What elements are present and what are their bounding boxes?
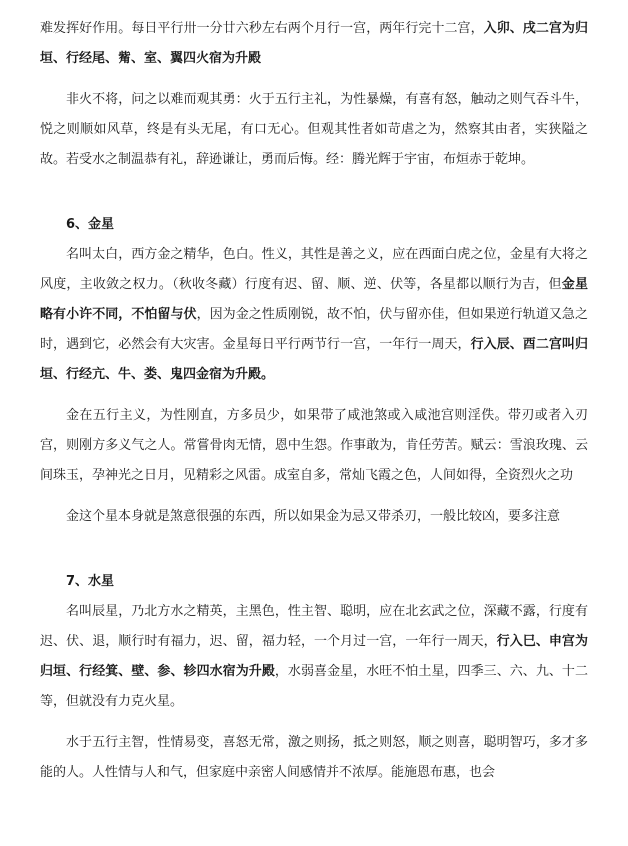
fire-paragraph-continued (40, 14, 588, 74)
fire-paragraph-nature: 非火不将，问之以难而观其勇：火于五行主礼，为性暴燥，有喜有怒，触动之则气吞斗牛，悦之则顺如风草，终是有头无尾，有口无心。但观其性者如苛虐之为，然察其由者，实狭隘之故。若受水之制温恭有礼，辞逊谦让，勇而后悔。经：腾光辉于宇宙，布烜赤于乾坤。 (40, 92, 588, 167)
section-spacer (40, 186, 588, 210)
section-spacer (40, 543, 588, 567)
metal-paragraph-note: 金这个星本身就是煞意很强的东西，所以如果金为忌又带杀刃，一般比较凶，要多注意 (66, 509, 561, 524)
metal-paragraph-intro (40, 240, 588, 390)
metal-text-bold-2: 行入辰、酉二宫叫归垣、行经亢、牛、娄、鬼四金宿为升殿。 (40, 337, 588, 382)
metal-text-bold-1: 金星略有小许不同，不怕留与伏 (40, 277, 588, 322)
metal-text-plain-2: ，因为金之性质刚锐，故不怕，伏与留亦佳，但如果逆行轨道又急之时，遇到它，必然会有大灾害。金星每日平行两节行一宫，一年行一周天， (40, 307, 588, 352)
water-star-heading: 7、水星 (66, 574, 115, 589)
metal-paragraph-nature: 金在五行主义，为性刚直，方多员少，如果带了咸池煞或入咸池宫则淫佚。带刃或者入刃宫，则刚方多义气之人。常嘗骨肉无情，恩中生怨。作事敢为，肯任劳苦。赋云：雪浪玫瑰、云间珠玉，孕神光之日月，见精彩之风雷。成室自多，常灿飞霞之色，人间如得，全资烈火之功 (40, 408, 588, 483)
water-paragraph-nature: 水于五行主智，性情易变，喜怒无常，激之则扬，抵之则怒，顺之则喜，聪明智巧，多才多能的人。人性情与人和气，但家庭中亲密人间感情并不浓厚。能施恩布惠，也会 (40, 735, 588, 780)
fire-text-plain: 难发挥好作用。每日平行卅一分廿六秒左右两个月行一宫，两年行完十二宫， (40, 21, 484, 36)
water-text-bold-1: 行入巳、申宫为归垣、行经箕、壁、参、轸四水宿为升殿 (40, 634, 588, 679)
water-text-plain-1: 名叫辰星，乃北方水之精英，主黑色，性主智、聪明，应在北玄武之位，深藏不露，行度有迟、伏、退，顺行时有福力，迟、留，福力轻，一个月过一宫，一年行一周天， (40, 604, 588, 649)
fire-text-bold: 入卯、戌二宫为归垣、行经尾、觜、室、翼四火宿为升殿 (40, 21, 588, 66)
water-text-plain-2: ，水弱喜金星，水旺不怕土星，四季三、六、九、十二等，但就没有力克火星。 (40, 664, 588, 709)
metal-text-plain-1: 名叫太白，西方金之精华，色白。性义，其性是善之义，应在西面白虎之位，金星有大将之风度，主收敛之权力。（秋收冬藏）行度有迟、留、顺、逆、伏等，各星都以顺行为吉，但 (40, 247, 588, 292)
metal-star-heading: 6、金星 (66, 217, 115, 232)
water-paragraph-intro (40, 597, 588, 717)
